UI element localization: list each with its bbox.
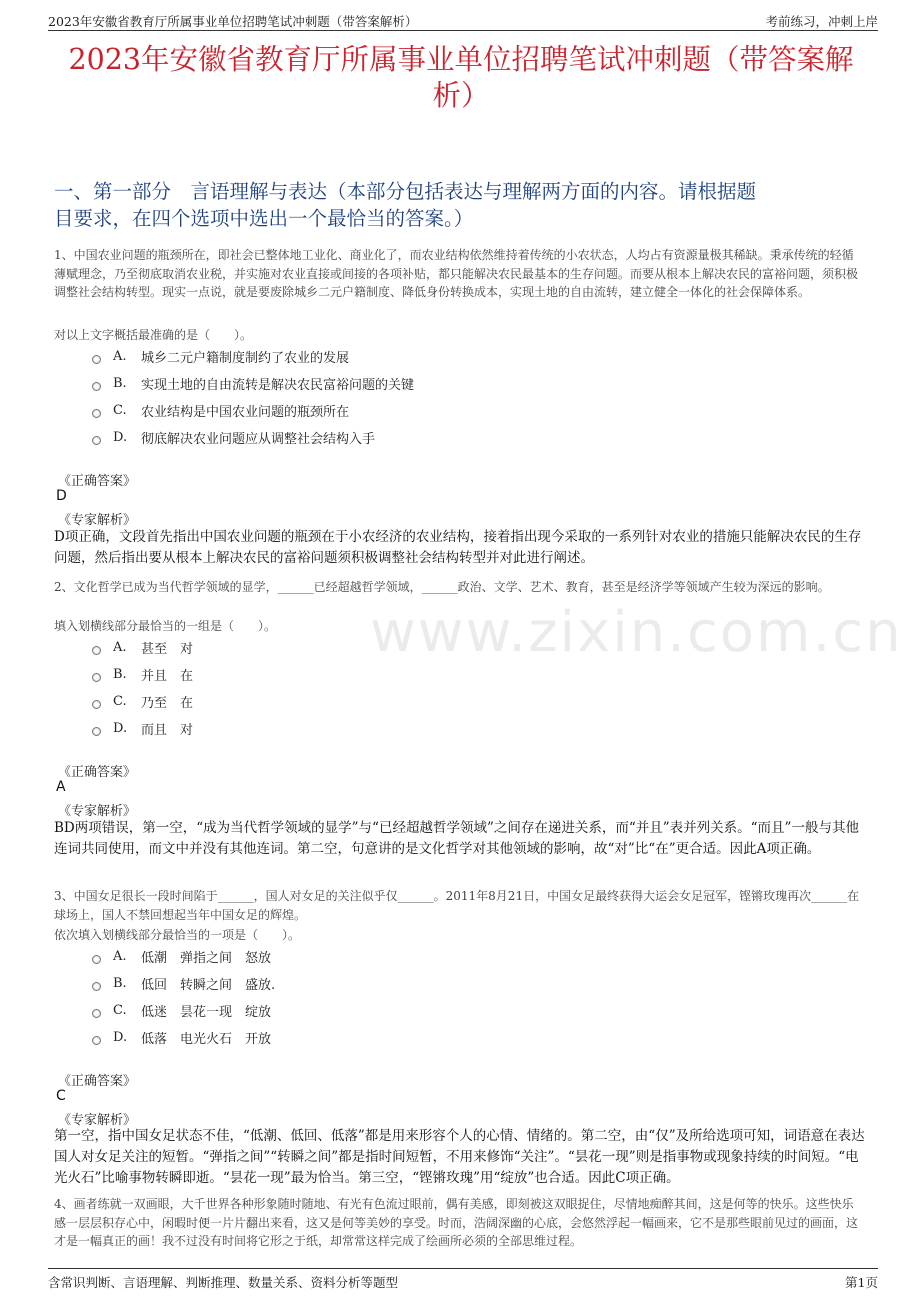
option-letter: C. [113, 402, 127, 418]
option-letter: B. [113, 666, 127, 682]
question-1-option-c[interactable] [92, 401, 349, 419]
radio-icon[interactable] [92, 673, 101, 682]
question-3-option-d[interactable] [92, 1028, 271, 1046]
page-number: 第1页 [845, 1275, 878, 1290]
question-2-explanation: BD两项错误，第一空，“成为当代哲学领域的显学”与“已经超越哲学领域”之间存在递进关系，而“并且”表并列关系。“而且”一般与其他连词共同使用，而文中并没有其他连词。第二空，句意讲的是文化哲学对其他领域的影响，故“对”比“在”更合适。因此A项正确。 [54, 820, 859, 857]
question-2-prompt: 填入划横线部分最恰当的一组是（ ）。 [54, 619, 277, 633]
option-letter: B. [113, 975, 127, 991]
radio-icon[interactable] [92, 646, 101, 655]
option-text: 低落 电光火石 开放 [141, 1031, 272, 1047]
radio-icon[interactable] [92, 1036, 101, 1045]
question-3-option-c[interactable] [92, 1001, 271, 1019]
header-doc-title: 2023年安徽省教育厅所属事业单位招聘笔试冲刺题（带答案解析） [48, 14, 418, 29]
question-2-answer-label: 《正确答案》 [58, 765, 137, 780]
question-2-option-c[interactable] [92, 692, 193, 710]
option-text: 乃至 在 [141, 695, 194, 711]
document-title-line1: 2023年安徽省教育厅所属事业单位招聘笔试冲刺题（带答案解 [68, 43, 854, 76]
option-text: 甚至 对 [141, 641, 194, 657]
radio-icon[interactable] [92, 1009, 101, 1018]
radio-icon[interactable] [92, 982, 101, 991]
option-text: 并且 在 [141, 668, 194, 684]
question-1-expert-label: 《专家解析》 [58, 513, 137, 528]
option-text: 农业结构是中国农业问题的瓶颈所在 [141, 404, 350, 420]
option-text: 而且 对 [141, 722, 194, 738]
question-4-text: 4、画者练就一双画眼，大千世界各种形象随时随地、有光有色流过眼前，偶有美感，即刻被这双眼捉住，尽情地痴醉其间，这是何等的快乐。这些快乐感一层层积存心中，闲暇时便一片片翻出来看，这又是何等美妙的享受。时而，浩阔深幽的心底，会悠然浮起一幅画来，它不是那些眼前见过的画面，这才是一幅真正的画！我不过没有时间将它形之于纸，却常常这样完成了绘画所必须的全部思维过程。 [54, 1197, 859, 1248]
question-3-option-b[interactable] [92, 974, 275, 992]
question-3-expert-label: 《专家解析》 [58, 1113, 137, 1128]
question-1-text: 1、中国农业问题的瓶颈所在，即社会已整体地工业化、商业化了，而农业结构依然维持着传统的小农状态，人均占有资源量极其稀缺。秉承传统的轻循薄赋理念，乃至彻底取消农业税，并实施对农业直接或间接的各项补贴，都只能解决农民最基本的生存问题。而要从根本上解决农民的富裕问题，须积极调整社会结构转型。现实一点说，就是要废除城乡二元户籍制度、降低身份转换成本，实现土地的自由流转，建立健全一体化的社会保障体系。 [54, 248, 859, 299]
question-3-option-a[interactable] [92, 947, 271, 965]
question-1-option-d[interactable] [92, 428, 375, 446]
option-letter: A. [113, 948, 127, 964]
header-slogan: 考前练习，冲刺上岸 [765, 14, 878, 29]
option-letter: C. [113, 1002, 127, 1018]
question-3-text: 3、中国女足很长一段时间陷于______，国人对女足的关注似乎仅______。2011年8月21日，中国女足最终获得大运会女足冠军，铿锵玫瑰再次______在球场上，国人不禁回想起当年中国女足的辉煌。 [54, 889, 860, 922]
page-footer [48, 1268, 878, 1291]
question-2-option-b[interactable] [92, 665, 193, 683]
option-letter: A. [113, 639, 127, 655]
question-2-option-a[interactable] [92, 638, 193, 656]
watermark: www.zixin.com.cn [370, 600, 903, 665]
question-2-text: 2、文化哲学已成为当代哲学领域的显学，______已经超越哲学领域，______政治、文学、艺术、教育，甚至是经济学等领域产生较为深远的影响。 [54, 580, 830, 594]
section-heading-line1: 一、第一部分 言语理解与表达（本部分包括表达与理解两方面的内容。请根据题 [54, 180, 757, 203]
question-1-option-b[interactable] [92, 374, 414, 392]
question-1-option-a[interactable] [92, 347, 349, 365]
radio-icon[interactable] [92, 355, 101, 364]
option-text: 低回 转瞬之间 盛放. [141, 977, 276, 993]
document-title-line2: 析） [432, 79, 490, 112]
section-heading-line2: 目要求，在四个选项中选出一个最恰当的答案。） [54, 207, 474, 230]
radio-icon[interactable] [92, 409, 101, 418]
option-letter: D. [113, 429, 128, 445]
question-2-expert-label: 《专家解析》 [58, 804, 137, 819]
radio-icon[interactable] [92, 700, 101, 709]
question-1-answer-label: 《正确答案》 [58, 474, 137, 489]
option-letter: D. [113, 1029, 128, 1045]
option-letter: D. [113, 720, 128, 736]
radio-icon[interactable] [92, 727, 101, 736]
option-letter: B. [113, 375, 127, 391]
option-letter: A. [113, 348, 127, 364]
section-heading [54, 178, 874, 232]
footer-topics: 含常识判断、言语理解、判断推理、数量关系、资料分析等题型 [48, 1275, 399, 1290]
option-text: 城乡二元户籍制度制约了农业的发展 [141, 350, 350, 366]
question-2-answer: A [56, 779, 66, 795]
radio-icon[interactable] [92, 436, 101, 445]
question-1-prompt: 对以上文字概括最准确的是（ ）。 [54, 328, 253, 342]
question-3-answer-label: 《正确答案》 [58, 1074, 137, 1089]
option-text: 低迷 昙花一现 绽放 [141, 1004, 272, 1020]
document-title [40, 42, 882, 114]
radio-icon[interactable] [92, 382, 101, 391]
radio-icon[interactable] [92, 955, 101, 964]
question-3-explanation: 第一空，指中国女足状态不佳，“低潮、低回、低落”都是用来形容个人的心情、情绪的。第二空，由“仅”及所给选项可知，词语意在表达国人对女足关注的短暂。“弹指之间”“转瞬之间”都是指时间短暂，不用来修饰“关注”。“昙花一现”则是指事物或现象持续的时间短。“电光火石”比喻事物转瞬即逝。“昙花一现”最为恰当。第三空，“铿锵玫瑰”用“绽放”也合适。因此C项正确。 [54, 1128, 865, 1186]
question-1-explanation: D项正确，文段首先指出中国农业问题的瓶颈在于小农经济的农业结构，接着指出现今采取的一系列针对农业的措施只能解决农民的生存问题，然后指出要从根本上解决农民的富裕问题须积极调整社会结构转型并对此进行阐述。 [54, 529, 862, 566]
option-letter: C. [113, 693, 127, 709]
option-text: 低潮 弹指之间 怒放 [141, 950, 272, 966]
question-2-option-d[interactable] [92, 719, 193, 737]
option-text: 彻底解决农业问题应从调整社会结构入手 [141, 431, 376, 447]
question-1-answer: D [56, 488, 67, 504]
question-3-answer: C [56, 1088, 66, 1104]
question-3-prompt: 依次填入划横线部分最恰当的一项是（ ）。 [54, 928, 301, 942]
page-header [48, 8, 878, 31]
option-text: 实现土地的自由流转是解决农民富裕问题的关键 [141, 377, 415, 393]
